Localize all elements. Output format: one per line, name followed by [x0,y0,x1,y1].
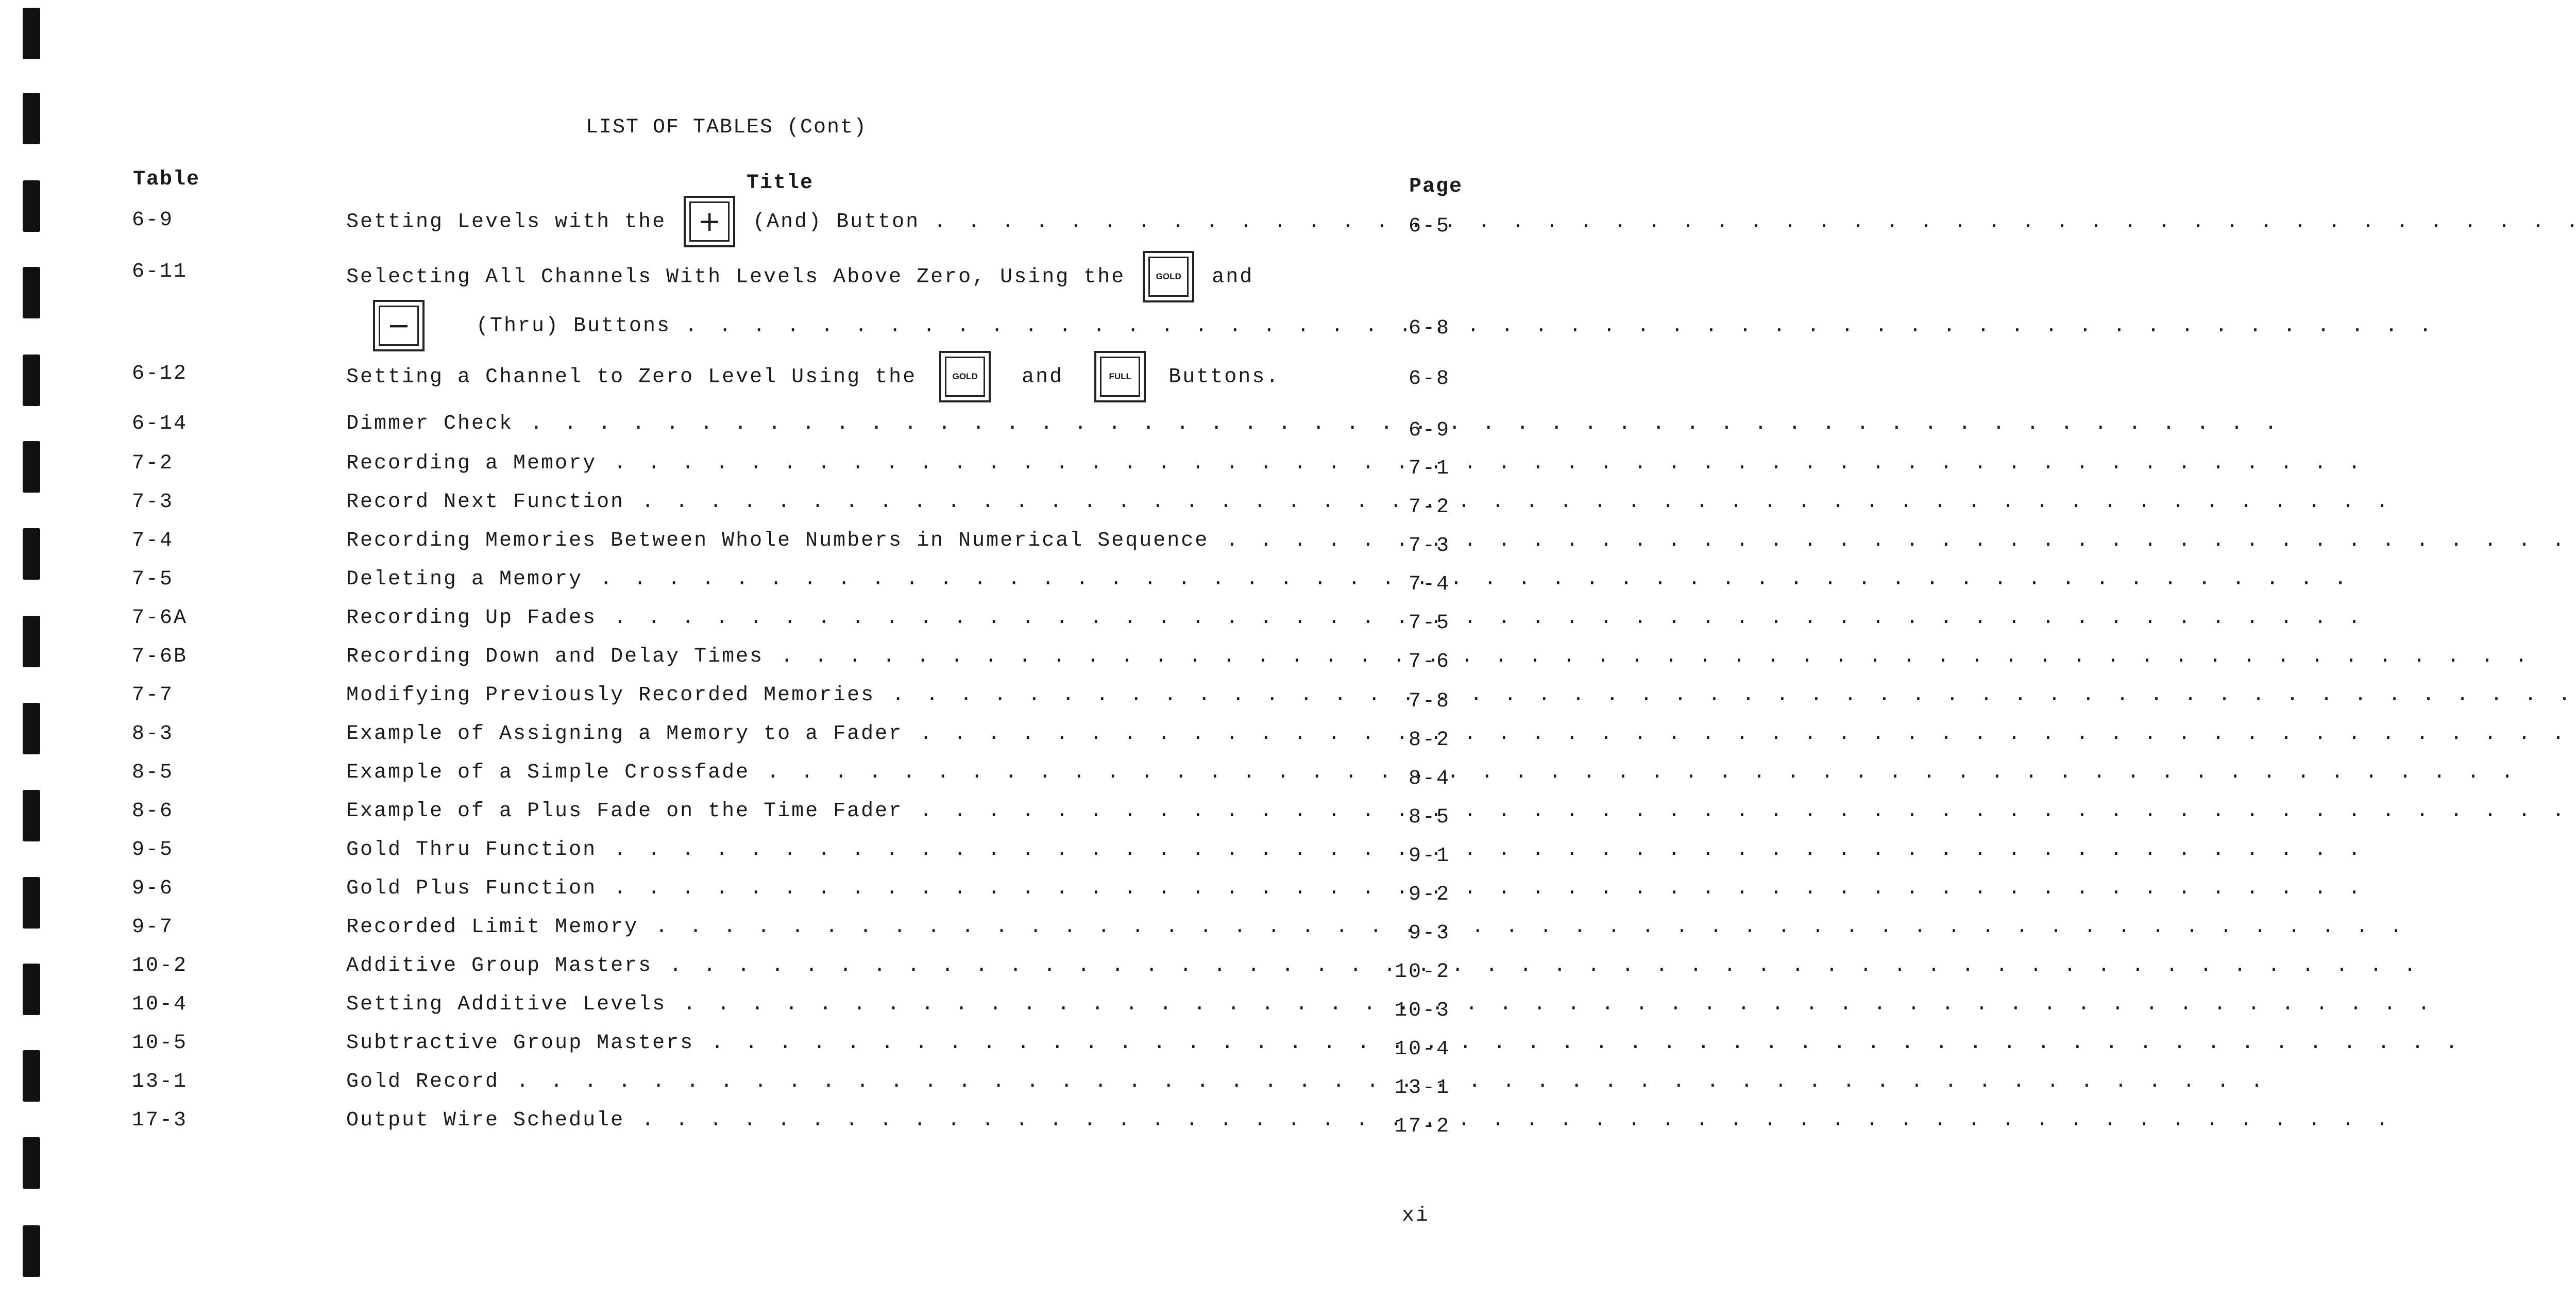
plus-button-icon: + [684,196,735,247]
table-title: Subtractive Group Masters . . . [346,1032,1232,1055]
table-title: Recording Down and Delay Times . . . [346,645,1232,668]
page-ref: 8-5 [1408,806,1450,829]
page-number: xi [1401,1204,1430,1227]
table-number: 7-3 [132,491,174,514]
title-text: and [1212,265,1254,289]
table-number: 6-9 [132,209,174,232]
table-title [346,251,1254,303]
table-title [346,351,1280,403]
table-row [0,412,1692,443]
table-row [0,205,1692,240]
table-row [0,1032,1692,1062]
column-header-page: Page [1409,175,1463,198]
table-number: 7-6A [132,606,188,630]
table-row [0,1109,1692,1140]
page-ref: 10-3 [1394,999,1450,1022]
table-row [0,491,1692,521]
table-title: Record Next Function . . . [346,491,1232,514]
page-ref: 10-4 [1394,1038,1450,1061]
table-title: Example of a Plus Fade on the Time Fader . . . [346,800,1232,823]
table-number: 10-2 [132,954,188,977]
page-ref: 6-9 [1408,419,1450,442]
column-header-title: Title [747,172,814,195]
table-number: 9-5 [132,838,174,862]
table-number: 7-7 [132,684,174,707]
title-text: and [1022,365,1064,389]
page-ref: 9-1 [1408,845,1450,868]
table-row [0,568,1692,599]
table-title: Dimmer Check . . . [346,412,1232,435]
table-row [0,260,1692,291]
column-header-table: Table [133,168,200,191]
binder-hole [23,1225,40,1277]
page-ref: 7-8 [1408,690,1450,713]
table-row [0,993,1692,1024]
gold-button-icon: GOLD [939,351,991,402]
table-title [346,196,1232,248]
table-number: 17-3 [132,1109,188,1132]
gold-button-icon: GOLD [1143,251,1194,302]
table-row [0,877,1692,908]
title-text: Setting a Channel to Zero Level Using the [346,365,917,389]
table-title: Output Wire Schedule . . . [346,1109,1232,1132]
page-ref: 17-2 [1394,1115,1450,1138]
page-ref: 13-1 [1394,1076,1450,1100]
table-number: 10-5 [132,1032,188,1055]
page-ref: 7-2 [1408,496,1450,519]
table-row [0,761,1692,792]
page-ref: 8-2 [1408,729,1450,752]
page-ref: 9-3 [1408,922,1450,945]
table-row [0,362,1692,393]
table-row [0,954,1692,985]
page-ref: 10-2 [1394,960,1450,984]
page-ref: 8-4 [1408,767,1450,790]
page-ref: 7-3 [1408,534,1450,558]
table-number: 7-5 [132,568,174,591]
table-title: Recording Up Fades . . . [346,606,1232,630]
title-text: Buttons. [1168,365,1280,389]
table-row [0,916,1692,947]
table-row [0,645,1692,676]
page-ref: 6-5 [1408,215,1450,238]
title-text: (Thru) Buttons [476,314,671,338]
table-row [0,684,1692,715]
page-ref: 7-1 [1408,457,1450,480]
table-number: 6-14 [132,412,188,435]
table-row [0,529,1692,560]
table-number: 6-12 [132,362,188,385]
table-row [0,452,1692,483]
page-title: LIST OF TABLES (Cont) [585,116,868,139]
table-title: Example of a Simple Crossfade . . . [346,761,1232,784]
table-number: 8-5 [132,761,174,784]
table-number: 7-4 [132,529,174,552]
table-number: 7-6B [132,645,188,668]
table-title: Gold Plus Function . . . [346,877,1232,900]
page-ref: 7-5 [1408,612,1450,635]
table-row [0,800,1692,831]
table-title: Recording a Memory . . . [346,452,1232,475]
table-number: 8-6 [132,800,174,823]
table-title: Example of Assigning a Memory to a Fader . . . [346,722,1232,746]
table-number: 7-2 [132,452,174,475]
table-title: Gold Thru Function . . . [346,838,1232,862]
full-button-icon: FULL [1094,351,1146,402]
table-number: 8-3 [132,722,174,746]
binder-hole [23,8,40,59]
table-row-continuation [0,309,1692,343]
table-title: Gold Record . . . [346,1070,1232,1093]
table-title: Deleting a Memory . . . [346,568,1232,591]
table-number: 13-1 [132,1070,188,1093]
binder-hole [23,1137,40,1189]
table-number: 6-11 [132,260,188,283]
table-title: Modifying Previously Recorded Memories . . . [346,684,1232,707]
table-title [361,300,1232,352]
table-title: Setting Additive Levels . . . [346,993,1232,1016]
table-row [0,838,1692,869]
minus-button-icon: − [373,300,425,351]
page-ref: 7-4 [1408,573,1450,596]
page-ref: 7-6 [1408,650,1450,673]
title-text: Selecting All Channels With Levels Above Zero, Using the [346,265,1126,289]
title-text: Setting Levels with the [346,210,667,234]
page-ref: 6-8 [1408,317,1450,340]
table-number: 9-7 [132,916,174,939]
table-title: Additive Group Masters . . . [346,954,1232,977]
table-row [0,1070,1692,1101]
table-title: Recording Memories Between Whole Numbers in Numerical Sequence . . . [346,529,1232,552]
table-number: 9-6 [132,877,174,900]
table-number: 10-4 [132,993,188,1016]
page-ref: 9-2 [1408,883,1450,906]
table-row [0,606,1692,637]
title-text: (And) Button [753,210,920,234]
table-title: Recorded Limit Memory . . . [346,916,1232,939]
page-ref: 6-8 [1408,367,1450,391]
table-row [0,722,1692,753]
